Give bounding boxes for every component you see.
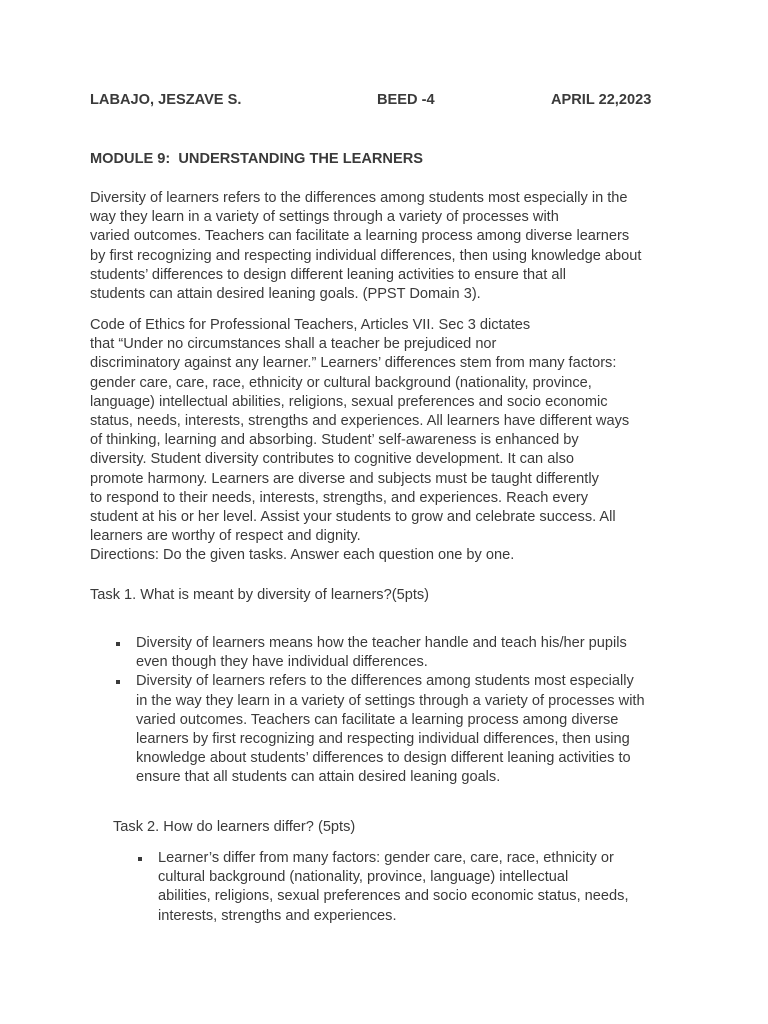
paragraph-line: by first recognizing and respecting individual differences, then using knowledge about [90,247,642,264]
list-item-line: varied outcomes. Teachers can facilitate a learning process among diverse [136,711,619,728]
list-item-text [158,849,629,926]
paragraph-line: students’ differences to design different leaning activities to ensure that all [90,266,566,283]
paragraph-line: promote harmony. Learners are diverse and subjects must be taught differently [90,470,599,487]
paragraph-line: to respond to their needs, interests, strengths, and experiences. Reach every [90,489,589,506]
paragraph-line: learners are worthy of respect and dignity. [90,528,361,545]
paragraph-diversity [90,189,641,304]
list-item-line: learners by first recognizing and respecting individual differences, then using [136,730,630,747]
list-item-line: Learner’s differ from many factors: gender care, care, race, ethnicity or [158,850,614,866]
task2-question: Task 2. How do learners differ? (5pts) [113,819,356,835]
paragraph-line: gender care, care, race, ethnicity or cultural background (nationality, province, [90,374,592,391]
list-item-line: cultural background (nationality, province, language) intellectual [158,869,569,886]
list-item-line: Diversity of learners means how the teacher handle and teach his/her pupils [136,635,627,651]
task1-question: Task 1. What is meant by diversity of learners?(5pts) [90,587,430,603]
paragraph-line: that “Under no circumstances shall a teacher be prejudiced nor [90,336,497,353]
date-label: APRIL 22,2023 [551,92,652,108]
list-item-line: even though they have individual differences. [136,654,428,671]
list-item-line: interests, strengths and experiences. [158,907,397,924]
paragraph-line: way they learn in a variety of settings through a variety of processes with [90,209,559,226]
list-item-line: abilities, religions, sexual preferences and socio economic status, needs, [158,888,629,905]
bullet-icon [138,857,142,861]
document-header [90,92,690,112]
paragraph-line: discriminatory against any learner.” Learners’ differences stem from many factors: [90,355,617,372]
paragraph-line: students can attain desired leaning goals. (PPST Domain 3). [90,285,481,302]
list-item-text [136,672,645,787]
paragraph-line: student at his or her level. Assist your students to grow and celebrate success. All [90,508,616,525]
bullet-icon [116,680,120,684]
list-item [0,672,645,787]
directions-line: Directions: Do the given tasks. Answer each question one by one. [90,547,515,564]
paragraph-line: varied outcomes. Teachers can facilitate a learning process among diverse learners [90,228,630,245]
task2-answer-list [0,849,629,926]
course-label: BEED -4 [377,92,435,108]
list-item [0,634,627,672]
module-title: MODULE 9: UNDERSTANDING THE LEARNERS [90,151,423,167]
paragraph-line: Code of Ethics for Professional Teachers, Articles VII. Sec 3 dictates [90,317,531,333]
list-item-line: ensure that all students can attain desired leaning goals. [136,769,501,786]
list-item [0,849,629,926]
paragraph-line: status, needs, interests, strengths and experiences. All learners have different ways [90,412,630,429]
list-item-text [136,634,645,672]
list-item-line: in the way they learn in a variety of settings through a variety of processes with [136,692,645,709]
paragraph-line: Diversity of learners refers to the differences among students most especially in the [90,190,628,206]
bullet-icon [116,642,120,646]
paragraph-line: language) intellectual abilities, religions, sexual preferences and socio economic [90,393,608,410]
paragraph-code-of-ethics [90,316,629,565]
list-item-line: knowledge about students’ differences to design different leaning activities to [136,750,631,767]
task1-answer-list [0,634,645,788]
paragraph-line: of thinking, learning and absorbing. Student’ self-awareness is enhanced by [90,432,579,449]
paragraph-line: diversity. Student diversity contributes to cognitive development. It can also [90,451,575,468]
student-name: LABAJO, JESZAVE S. [90,92,242,108]
list-item-line: Diversity of learners refers to the differences among students most especially [136,673,634,690]
